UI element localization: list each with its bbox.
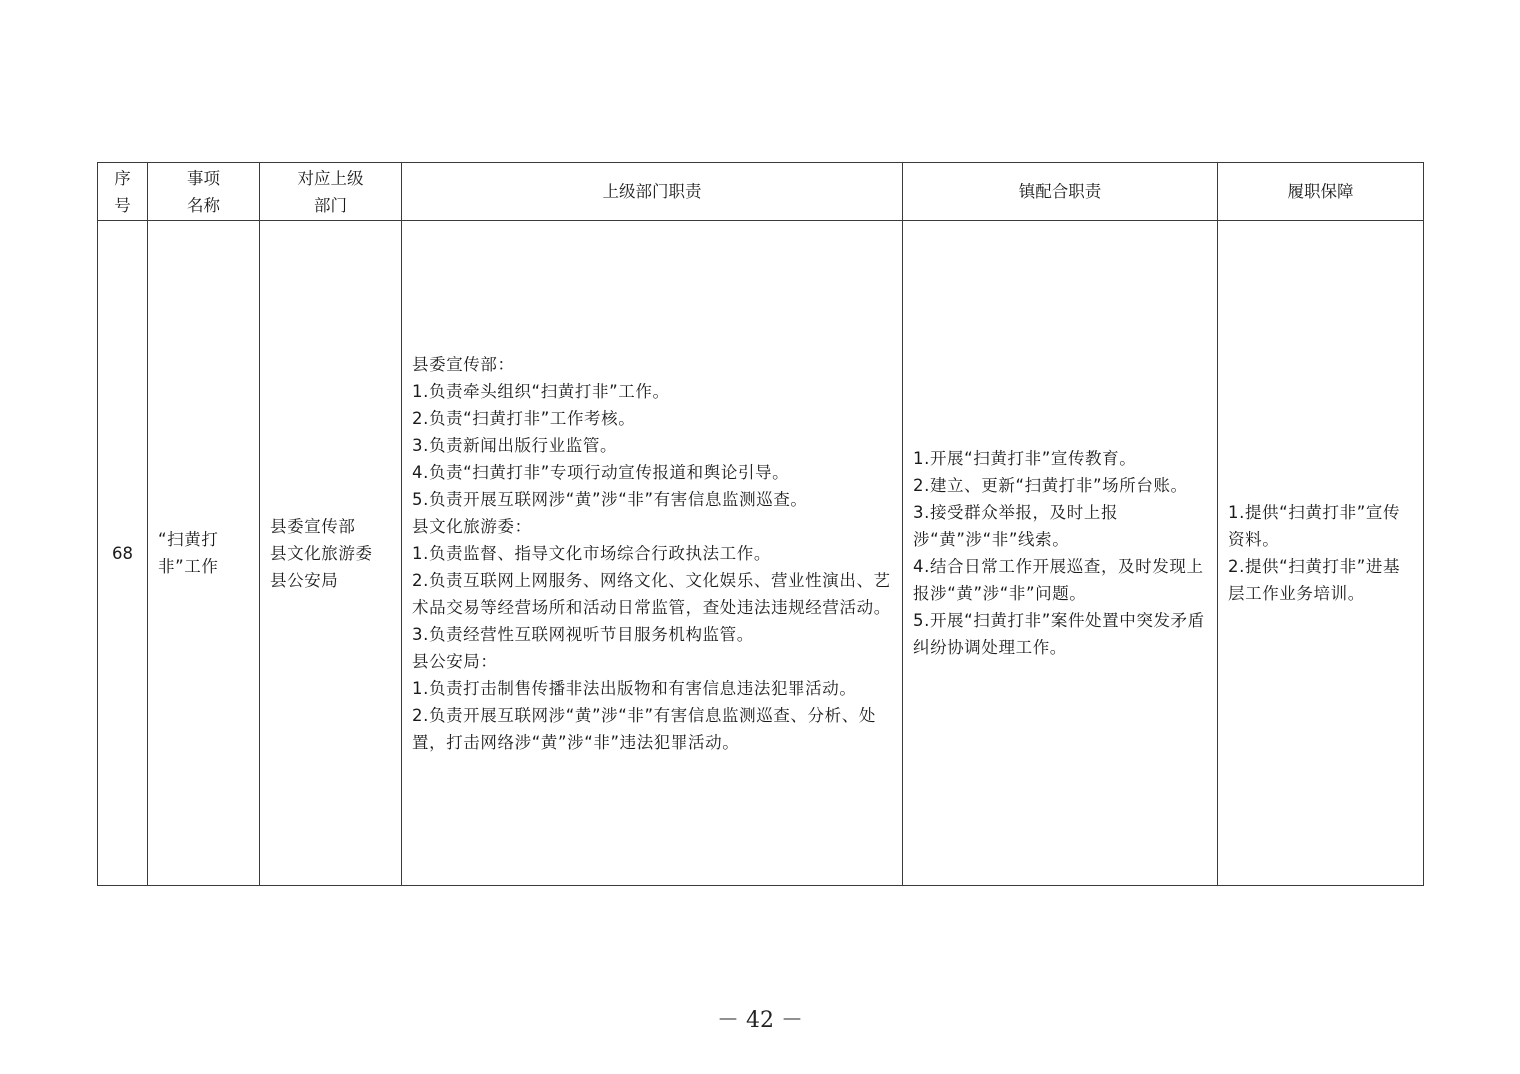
duty-line: 3.负责新闻出版行业监管。 [412,435,618,455]
town-duty-line: 5.开展“扫黄打非”案件处置中突发矛盾纠纷协调处理工作。 [913,611,1205,657]
duty-line: 2.负责开展互联网涉“黄”涉“非”有害信息监测巡查、分析、处置，打击网络涉“黄”涉“非”违法犯罪活动。 [412,705,876,752]
header-guarantee: 履职保障 [1218,163,1424,221]
dept-line: 县委宣传部 [270,516,356,536]
dept-line: 县公安局 [270,570,339,590]
town-duty-line: 3.接受群众举报，及时上报涉“黄”涉“非”线索。 [913,503,1119,549]
guarantee-line: 2.提供“扫黄打非”进基层工作业务培训。 [1228,557,1401,603]
duty-line: 1.负责牵头组织“扫黄打非”工作。 [412,381,670,401]
town-duty-line: 2.建立、更新“扫黄打非”场所台账。 [913,476,1188,495]
cell-superior-duties [402,221,903,886]
table-header-row [98,163,1424,221]
duty-line: 县委宣传部： [412,354,515,374]
duty-line: 1.负责打击制售传播非法出版物和有害信息违法犯罪活动。 [412,678,857,698]
duty-line: 2.负责“扫黄打非”工作考核。 [412,408,636,428]
town-duty-line: 1.开展“扫黄打非”宣传教育。 [913,449,1137,468]
duty-line: 2.负责互联网上网服务、网络文化、文化娱乐、营业性演出、艺术品交易等经营场所和活动日常监管，查处违法违规经营活动。 [412,570,891,617]
duty-line: 5.负责开展互联网涉“黄”涉“非”有害信息监测巡查。 [412,489,808,509]
page-number: － 42 － [717,1008,803,1033]
duty-table [97,162,1424,886]
duty-line: 县文化旅游委： [412,516,532,536]
duty-line: 1.负责监督、指导文化市场综合行政执法工作。 [412,543,771,563]
dept-line: 县文化旅游委 [270,543,373,563]
cell-superior-depts [260,221,402,886]
table-row [98,221,1424,886]
duty-line: 4.负责“扫黄打非”专项行动宣传报道和舆论引导。 [412,462,790,482]
cell-town-duties [903,221,1218,886]
header-superior-duties: 上级部门职责 [402,163,903,221]
header-seq: 序 号 [98,163,148,221]
header-superior-dept: 对应上级 部门 [260,163,402,221]
duty-line: 3.负责经营性互联网视听节目服务机构监管。 [412,624,754,644]
header-item-name: 事项 名称 [148,163,260,221]
header-town-duties: 镇配合职责 [903,163,1218,221]
guarantee-line: 1.提供“扫黄打非”宣传资料。 [1228,503,1401,549]
town-duty-line: 4.结合日常工作开展巡查，及时发现上报涉“黄”涉“非”问题。 [913,557,1204,603]
cell-item-name: “扫黄打非”工作 [148,221,260,886]
cell-guarantee [1218,221,1424,886]
cell-seq: 68 [98,221,148,886]
duty-line: 县公安局： [412,651,498,671]
